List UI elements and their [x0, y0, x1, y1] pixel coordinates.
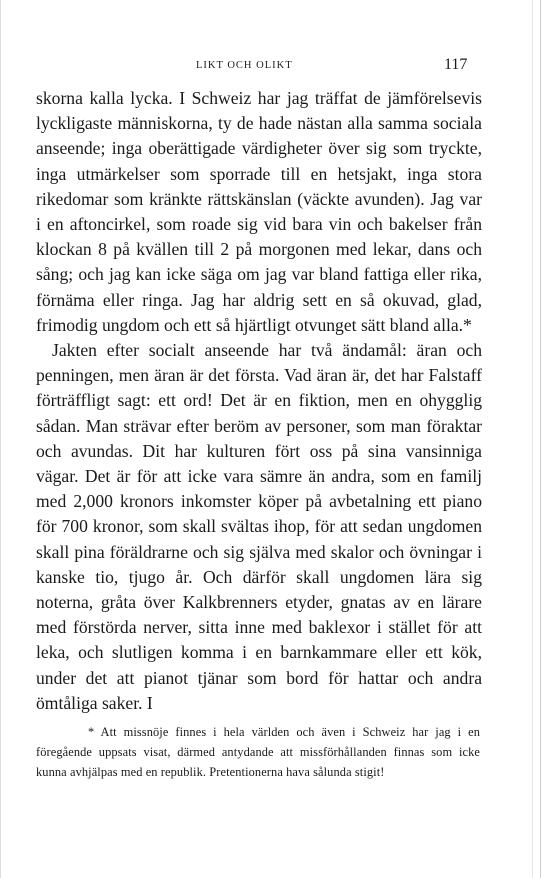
- paragraph: skorna kalla lycka. I Schweiz har jag träffat de jämförelsevis lyckligaste människorna, ty de hade nästan alla samma sociala anseende; inga oberättigade värdigheter över sig som tryckte, inga utmärkelser som sporrade till en hetsjakt, inga stora rikedomar som kränkte rättskänslan (väckte avunden). Jag var i en aftoncirkel, som roade sig vid bara vin och bakelser från klockan 8 på kvällen till 2 på morgonen med lekar, dans och sång; och jag kan icke säga om jag var bland fattiga eller rika, förnäma eller ringa. Jag har aldrig sett en så okuvad, glad, frimodig ungdom och ett så hjärtligt otvunget sätt bland alla.*: [36, 88, 482, 335]
- page-number: 117: [444, 56, 468, 73]
- scan-edge-right: [532, 0, 533, 878]
- footnote: * Att missnöje finnes i hela världen och även i Schweiz har jag i en föregående uppsats visat, därmed antydande att missförhållanden finnas som icke kunna avhjälpas med en republik. Pretentionerna hava sålunda stigit!: [36, 725, 480, 779]
- scan-edge-left: [0, 0, 1, 878]
- running-head: [0, 56, 544, 76]
- scan-edge-right-outer: [540, 0, 541, 878]
- running-head-title: LIKT OCH OLIKT: [196, 60, 293, 71]
- paragraph: Jakten efter socialt anseende har två ändamål: äran och penningen, men äran är det första. Vad äran är, det har Falstaff förträffligt sagt: ett ord! Det är en fiktion, men en ohygglig sådan. Man strävar efter beröm av personer, som man föraktar och avundas. Dit har kulturen fört oss på sina vansinniga vägar. Det är för att icke vara sämre än andra, som en familj med 2,000 kronors inkomster köper på avbetalning ett piano för 700 kronor, som skall svältas ihop, för att sedan ungdomen skall pina föräldrarne och sig själva med skalor och övningar i kanske tio, tjugo år. Och därför skall ungdomen lära sig noterna, gråta över Kalkbrenners etyder, gnatas av en lärare med förstörda nerver, sitta inne med baklexor i stället för att leka, och slutligen komma i en barnkammare eller ett kök, under det att pianot tjänar som bord för hattar och andra ömtåliga saker. I: [36, 340, 482, 713]
- body-text: [36, 86, 482, 716]
